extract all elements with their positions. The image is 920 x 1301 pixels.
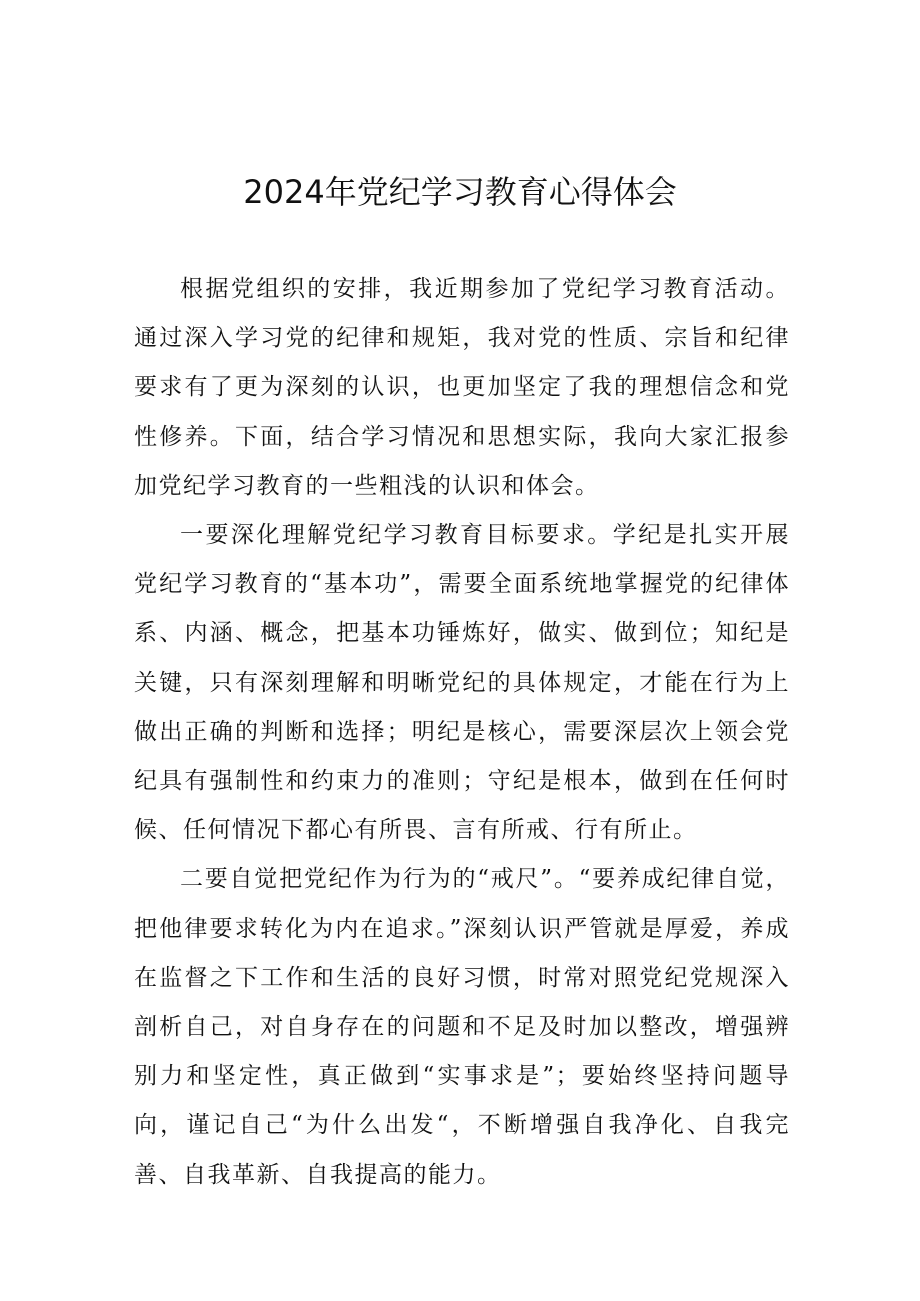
document-body <box>134 265 790 1200</box>
paragraph-intro: 根据党组织的安排，我近期参加了党纪学习教育活动。通过深入学习党的纪律和规矩，我对党的性质、宗旨和纪律要求有了更为深刻的认识，也更加坚定了我的理想信念和党性修养。下面，结合学习情况和思想实际，我向大家汇报参加党纪学习教育的一些粗浅的认识和体会。 <box>134 276 790 499</box>
paragraph-point-one: 一要深化理解党纪学习教育目标要求。学纪是扎实开展党纪学习教育的“基本功”，需要全面系统地掌握党的纪律体系、内涵、概念，把基本功锤炼好，做实、做到位；知纪是关键，只有深刻理解和明晰党纪的具体规定，才能在行为上做出正确的判断和选择；明纪是核心，需要深层次上领会党纪具有强制性和约束力的准则；守纪是根本，做到在任何时候、任何情况下都心有所畏、言有所戒、行有所止。 <box>134 522 790 844</box>
document-title: 2024年党纪学习教育心得体会 <box>243 173 677 211</box>
paragraph-point-two: 二要自觉把党纪作为行为的“戒尺”。“要养成纪律自觉，把他律要求转化为内在追求。”深刻认识严管就是厚爱，养成在监督之下工作和生活的良好习惯，时常对照党纪党规深入剖析自己，对自身存在的问题和不足及时加以整改，增强辨别力和坚定性，真正做到“实事求是”；要始终坚持问题导向，谨记自己“为什么出发“，不断增强自我净化、自我完善、自我革新、自我提高的能力。 <box>134 866 790 1188</box>
